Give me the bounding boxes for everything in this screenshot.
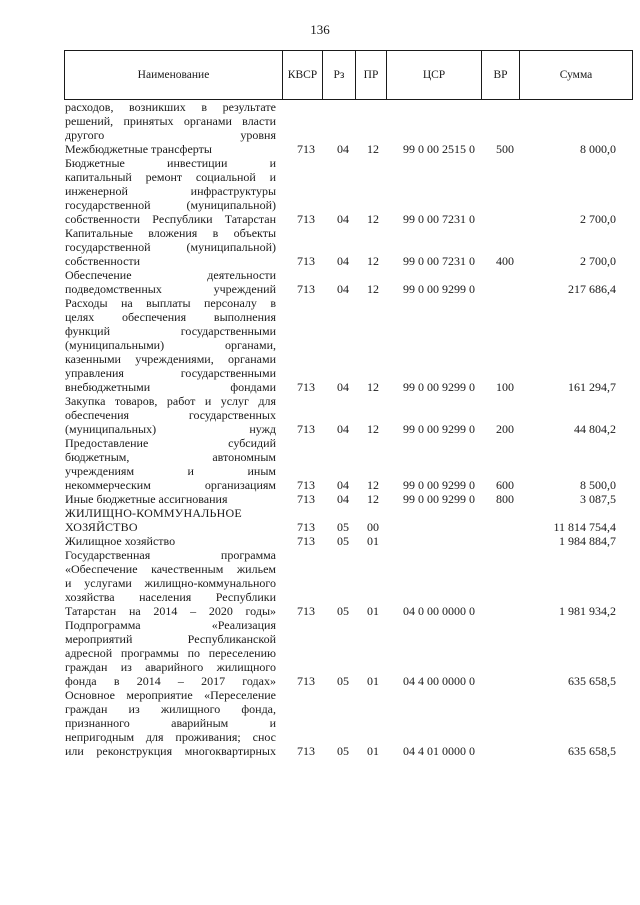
cell-rz: 04 [337,492,349,506]
cell-sum: 217 686,4 [568,282,616,296]
row-name-line: хозяйства населения Республики [65,590,276,604]
cell-vr: 200 [496,422,514,436]
row-name-line: ХОЗЯЙСТВО [65,520,138,534]
row-name-line: граждан из аварийного жилищного [65,660,276,674]
row-name-line: казенными учреждениями, органами [65,352,276,366]
cell-csr: 99 0 00 9299 0 [403,282,475,296]
table-header [64,50,633,100]
cell-vr: 500 [496,142,514,156]
row-name-line: учреждениям и иным [65,464,276,478]
row-name-line: решений, принятых органами власти [65,114,276,128]
cell-pr: 12 [367,142,379,156]
table-row [0,142,640,156]
cell-pr: 01 [367,744,379,758]
cell-pr: 01 [367,534,379,548]
row-name [65,688,276,758]
cell-rz: 04 [337,212,349,226]
header-vr: ВР [482,51,520,100]
row-name-line: Капитальные вложения в объекты [65,226,276,240]
cell-kvsr: 713 [297,142,315,156]
cell-pr: 12 [367,254,379,268]
row-name [65,492,276,506]
row-name-line: признанного аварийным и [65,716,276,730]
row-name [65,296,276,394]
row-name-line: другого уровня [65,128,276,142]
cell-rz: 05 [337,604,349,618]
cell-sum: 44 804,2 [574,422,616,436]
row-name [65,226,276,268]
cell-csr: 99 0 00 9299 0 [403,380,475,394]
row-name-line: государственной (муниципальной) [65,240,276,254]
cell-csr: 99 0 00 7231 0 [403,254,475,268]
cell-csr: 04 4 00 0000 0 [403,674,475,688]
cell-sum: 1 984 884,7 [559,534,616,548]
cell-rz: 04 [337,282,349,296]
table-row [0,492,640,506]
cell-kvsr: 713 [297,380,315,394]
row-name-line: Межбюджетные трансферты [65,142,212,156]
row-name-line: капитальный ремонт социальной и [65,170,276,184]
row-name-line: управления государственными [65,366,276,380]
row-name-line: подведомственных учреждений [65,282,276,296]
cell-pr: 01 [367,604,379,618]
cell-sum: 11 814 754,4 [553,520,616,534]
cell-sum: 635 658,5 [568,744,616,758]
row-name [65,618,276,688]
row-name-line: или реконструкция многоквартирных [65,744,276,758]
cell-pr: 12 [367,478,379,492]
row-name-line: обеспечения государственных [65,408,276,422]
table-row [0,436,640,492]
cell-sum: 1 981 934,2 [559,604,616,618]
cell-vr: 600 [496,478,514,492]
cell-csr: 99 0 00 2515 0 [403,142,475,156]
cell-kvsr: 713 [297,212,315,226]
row-name [65,142,276,156]
cell-sum: 161 294,7 [568,380,616,394]
table-row [0,618,640,688]
header-sum: Сумма [520,51,633,100]
row-name [65,268,276,296]
cell-pr: 12 [367,380,379,394]
cell-rz: 04 [337,380,349,394]
cell-kvsr: 713 [297,492,315,506]
cell-kvsr: 713 [297,422,315,436]
cell-vr: 400 [496,254,514,268]
table-row [0,394,640,436]
row-name-line: Основное мероприятие «Переселение [65,688,276,702]
row-name-line: собственности Республики Татарстан [65,212,276,226]
table-row [0,296,640,394]
row-name [65,534,276,548]
header-kvsr: КВСР [283,51,323,100]
row-name-line: и услугами жилищно-коммунального [65,576,276,590]
table-row [0,506,640,534]
cell-vr: 100 [496,380,514,394]
cell-kvsr: 713 [297,520,315,534]
row-name-line: Предоставление субсидий [65,436,276,450]
row-name-line: функций государственными [65,324,276,338]
page-number: 136 [310,22,330,37]
cell-kvsr: 713 [297,604,315,618]
row-name-line: (муниципальными) органами, [65,338,276,352]
table-row [0,268,640,296]
cell-kvsr: 713 [297,744,315,758]
cell-rz: 04 [337,142,349,156]
cell-kvsr: 713 [297,478,315,492]
cell-rz: 04 [337,478,349,492]
row-name-line: Жилищное хозяйство [65,534,176,548]
cell-pr: 01 [367,674,379,688]
row-name [65,436,276,492]
row-name-line: бюджетным, автономным [65,450,276,464]
row-name-line: Иные бюджетные ассигнования [65,492,228,506]
row-name-line: (муниципальных) нужд [65,422,276,436]
row-name-line: Государственная программа [65,548,276,562]
cell-pr: 12 [367,212,379,226]
cell-rz: 05 [337,520,349,534]
row-name-line: некоммерческим организациям [65,478,276,492]
row-name-line: ЖИЛИЩНО-КОММУНАЛЬНОЕ [65,506,242,520]
cell-csr: 99 0 00 9299 0 [403,478,475,492]
table-row [0,226,640,268]
row-name-line: внебюджетными фондами [65,380,276,394]
row-name-line: адресной программы по переселению [65,646,276,660]
cell-kvsr: 713 [297,254,315,268]
cell-sum: 3 087,5 [580,492,616,506]
cell-sum: 8 500,0 [580,478,616,492]
table-row [0,688,640,758]
row-name [65,100,276,142]
table-row [0,534,640,548]
cell-rz: 05 [337,534,349,548]
header-pr: ПР [356,51,387,100]
header-name: Наименование [65,51,283,100]
cell-rz: 05 [337,674,349,688]
cell-kvsr: 713 [297,282,315,296]
cell-sum: 635 658,5 [568,674,616,688]
row-name [65,156,276,226]
row-name-line: расходов, возникших в результате [65,100,276,114]
row-name [65,506,276,534]
row-name-line: Бюджетные инвестиции и [65,156,276,170]
row-name-line: «Обеспечение качественным жильем [65,562,276,576]
row-name-line: фонда в 2014 – 2017 годах» [65,674,276,688]
cell-sum: 8 000,0 [580,142,616,156]
header-rz: Рз [323,51,356,100]
row-name-line: целях обеспечения выполнения [65,310,276,324]
row-name-line: собственности [65,254,141,268]
row-name-line: Обеспечение деятельности [65,268,276,282]
cell-pr: 12 [367,492,379,506]
cell-rz: 04 [337,422,349,436]
table-row [0,100,640,142]
cell-sum: 2 700,0 [580,212,616,226]
row-name [65,394,276,436]
cell-kvsr: 713 [297,534,315,548]
cell-csr: 99 0 00 9299 0 [403,422,475,436]
row-name-line: инженерной инфраструктуры [65,184,276,198]
cell-pr: 12 [367,422,379,436]
cell-pr: 00 [367,520,379,534]
row-name-line: государственной (муниципальной) [65,198,276,212]
cell-rz: 05 [337,744,349,758]
cell-rz: 04 [337,254,349,268]
table-body [0,100,640,758]
cell-kvsr: 713 [297,674,315,688]
row-name-line: мероприятий Республиканской [65,632,276,646]
cell-pr: 12 [367,282,379,296]
table-row [0,156,640,226]
row-name-line: Подпрограмма «Реализация [65,618,276,632]
row-name-line: непригодным для проживания; снос [65,730,276,744]
row-name [65,548,276,618]
cell-csr: 99 0 00 9299 0 [403,492,475,506]
table-row [0,548,640,618]
cell-csr: 04 4 01 0000 0 [403,744,475,758]
cell-csr: 04 0 00 0000 0 [403,604,475,618]
cell-csr: 99 0 00 7231 0 [403,212,475,226]
header-csr: ЦСР [387,51,482,100]
cell-sum: 2 700,0 [580,254,616,268]
cell-vr: 800 [496,492,514,506]
row-name-line: граждан из жилищного фонда, [65,702,276,716]
row-name-line: Расходы на выплаты персоналу в [65,296,276,310]
row-name-line: Закупка товаров, работ и услуг для [65,394,276,408]
row-name-line: Татарстан на 2014 – 2020 годы» [65,604,276,618]
